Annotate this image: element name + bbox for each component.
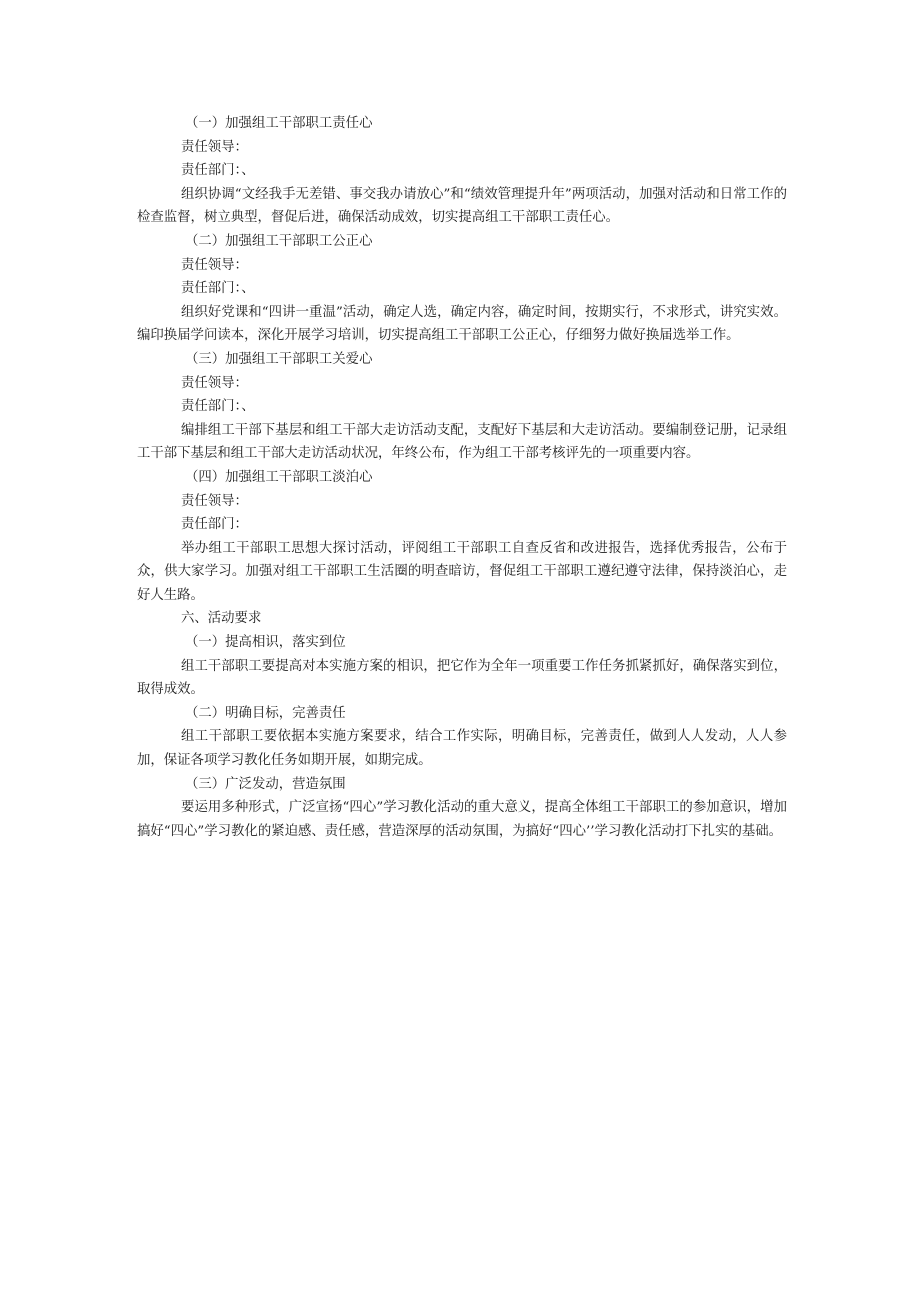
sub-heading: （一）加强组工干部职工责任心 <box>185 116 373 131</box>
document-body <box>137 112 787 843</box>
sub-heading: （三）加强组工干部职工关爱心 <box>185 351 373 367</box>
sub-heading: （二）加强组工干部职工公正心 <box>185 233 373 249</box>
paragraph: 编排组工干部下基层和组工干部大走访活动支配，支配好下基层和大走访活动。要编制登记册，记录组工干部下基层和组工干部大走访活动状况，年终公布，作为组工干部考核评先的一项重要内容。 <box>137 422 787 462</box>
paragraph: 组织好党课和“四讲一重温”活动，确定人选，确定内容，确定时间，按期实行，不求形式，讲究实效。编印换届学问读本，深化开展学习培训，切实提高组工干部职工公正心，仔细努力做好换届选举工作。 <box>137 304 787 344</box>
paragraph: 举办组工干部职工思想大探讨活动，评阅组工干部职工自查反省和改进报告，选择优秀报告，公布于众，供大家学习。加强对组工干部职工生活圈的明查暗访，督促组工干部职工遵纪遵守法律，保持淡泊心，走好人生路。 <box>137 540 787 603</box>
paragraph: 组工干部职工要提高对本实施方案的相识，把它作为全年一项重要工作任务抓紧抓好，确保落实到位，取得成效。 <box>137 658 787 698</box>
sub-heading: （二）明确目标，完善责任 <box>185 705 346 721</box>
responsible-dept-label: 责任部门： <box>181 517 248 533</box>
paragraph: 组织协调“文经我手无差错、事交我办请放心”和“绩效管理提升年”两项活动，加强对活动和日常工作的检查监督，树立典型，督促后进，确保活动成效，切实提高组工干部职工责任心。 <box>137 186 787 226</box>
responsible-leader-label: 责任领导： <box>181 375 248 391</box>
responsible-leader-label: 责任领导： <box>181 257 248 273</box>
responsible-leader-label: 责任领导： <box>181 139 248 155</box>
sub-heading: （一）提高相识，落实到位 <box>185 635 346 651</box>
paragraph: 要运用多种形式，广泛宣扬“四心”学习教化活动的重大意义，提高全体组工干部职工的参加意识，增加搞好“四心”学习教化的紧迫感、责任感，营造深厚的活动氛围，为搞好“四心’’学习教化活动打下扎实的基础。 <box>137 800 787 839</box>
responsible-leader-label: 责任领导： <box>181 493 248 509</box>
paragraph: 组工干部职工要依据本实施方案要求，结合工作实际，明确目标，完善责任，做到人人发动，人人参加，保证各项学习教化任务如期开展，如期完成。 <box>137 729 787 769</box>
sub-heading: （三）广泛发动，营造氛围 <box>185 776 346 792</box>
responsible-dept-label: 责任部门：、 <box>181 163 255 179</box>
section-heading: 六、活动要求 <box>181 611 262 627</box>
responsible-dept-label: 责任部门：、 <box>181 281 255 297</box>
sub-heading: （四）加强组工干部职工淡泊心 <box>185 469 373 485</box>
responsible-dept-label: 责任部门：、 <box>181 399 255 415</box>
